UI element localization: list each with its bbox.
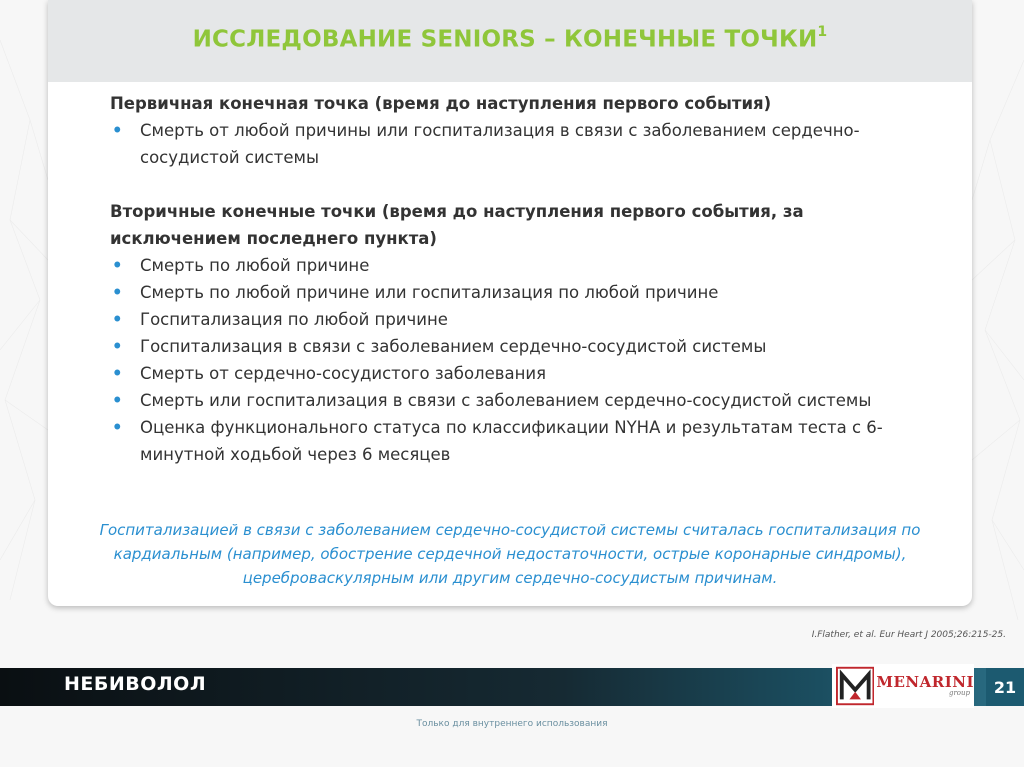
secondary-endpoints-list [110, 252, 930, 468]
bullet-icon: • [112, 310, 123, 329]
slide-header [48, 0, 972, 82]
title-footnote-marker: 1 [817, 23, 828, 40]
logo-brand-text: MENARINI [876, 673, 974, 691]
list-item: • Госпитализация в связи с заболеванием сердечно-сосудистой системы [110, 333, 930, 360]
list-item: • Смерть от сердечно-сосудистого заболевания [110, 360, 930, 387]
menarini-mark-icon [836, 666, 874, 706]
list-item: • Госпитализация по любой причине [110, 306, 930, 333]
reference-citation: I.Flather, et al. Eur Heart J 2005;26:215-25. [811, 630, 1006, 640]
menarini-logo [832, 664, 974, 708]
slide-body [110, 90, 930, 468]
content-card [48, 0, 972, 606]
bullet-icon: • [112, 418, 123, 437]
primary-endpoint-list [110, 117, 930, 171]
slide-title-text: ИССЛЕДОВАНИЕ SENIORS – КОНЕЧНЫЕ ТОЧКИ [192, 26, 818, 53]
hospitalization-note: Госпитализацией в связи с заболеванием сердечно-сосудистой системы считалась госпитализация по кардиальным (например, обострение сердечной недостаточности, острые коронарные синдромы), цереброваскулярным или другим сердечно-сосудистым причинам. [99, 521, 921, 587]
bullet-icon: • [112, 256, 123, 275]
secondary-endpoints-heading: Вторичные конечные точки (время до наступления первого события, за исключением последнего пункта) [110, 202, 804, 248]
list-item: • Оценка функционального статуса по классификации NYHA и результатам теста с 6-минутной ходьбой через 6 месяцев [110, 414, 930, 468]
primary-endpoint-heading: Первичная конечная точка (время до наступления первого события) [110, 94, 772, 113]
product-name: НЕБИВОЛОЛ [64, 673, 207, 695]
bullet-icon: • [112, 121, 123, 140]
list-item: • Смерть по любой причине или госпитализация по любой причине [110, 279, 930, 306]
slide-title [192, 23, 828, 57]
list-item: • Смерть или госпитализация в связи с заболеванием сердечно-сосудистой системы [110, 387, 930, 414]
bullet-icon: • [112, 391, 123, 410]
bullet-icon: • [112, 337, 123, 356]
confidential-notice: Только для внутреннего использования [416, 719, 608, 729]
page-number: 21 [986, 668, 1024, 706]
list-item: • Смерть по любой причине [110, 252, 930, 279]
bullet-icon: • [112, 283, 123, 302]
logo-group-text: group [948, 689, 970, 697]
bullet-icon: • [112, 364, 123, 383]
list-item: • Смерть от любой причины или госпитализация в связи с заболеванием сердечно-сосудистой системы [110, 117, 930, 171]
